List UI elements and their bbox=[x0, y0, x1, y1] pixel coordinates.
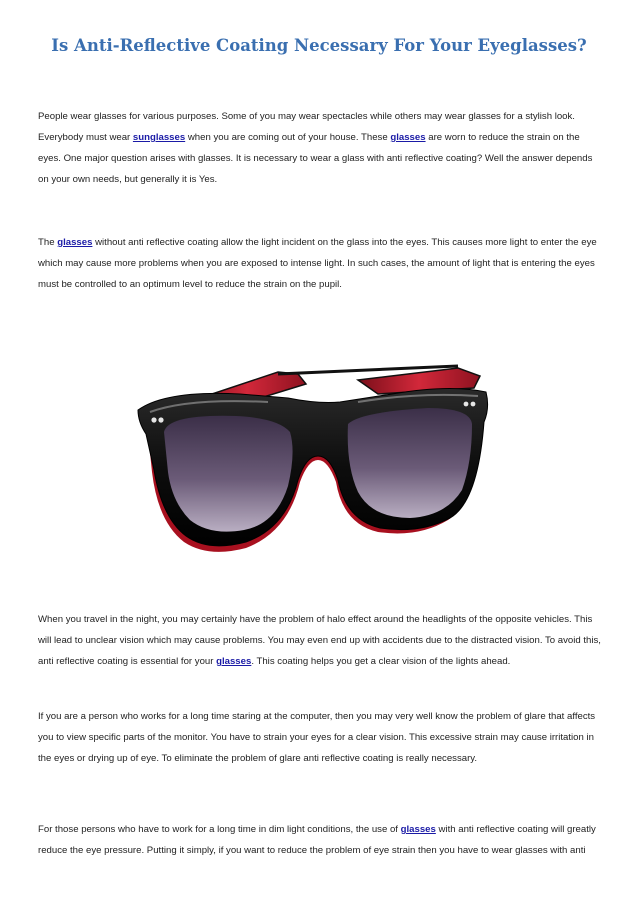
link-glasses[interactable]: glasses bbox=[400, 824, 436, 835]
paragraph-text: People wear glasses for various purposes. Some of you may wear spectacles while others may wear glasses for a stylish look. Everybody must wear bbox=[38, 111, 575, 143]
paragraph-text: . This coating helps you get a clear vision of the lights ahead. bbox=[251, 656, 511, 667]
paragraph-text: When you travel in the night, you may certainly have the problem of halo effect around the headlights of the opposite vehicles. This will lead to unclear vision which may cause problems. You may even end up with accidents due to the distracted vision. To avoid this, anti reflective coating is essential for your bbox=[38, 614, 601, 667]
paragraph-text: The bbox=[38, 237, 58, 248]
link-glasses[interactable]: glasses bbox=[216, 656, 252, 667]
paragraph-text: are worn to reduce the strain on the eyes. One major question arises with glasses. It is necessary to wear a glass with anti reflective coating? Well the answer depends on your own needs, but generally it is Yes. bbox=[38, 132, 593, 185]
page-title: Is Anti-Reflective Coating Necessary For Your Eyeglasses? bbox=[51, 36, 587, 55]
paragraph-night bbox=[38, 609, 604, 672]
paragraph-text: For those persons who have to work for a long time in dim light conditions, the use of bbox=[38, 824, 401, 835]
sunglasses-image bbox=[128, 362, 508, 562]
paragraph-text: without anti reflective coating allow the light incident on the glass into the eyes. This causes more light to enter the eye which may cause more problems when you are exposed to intense light. In such cases, the amount of light that is entering the eyes must be controlled to an optimum level to reduce the strain on the pupil. bbox=[38, 237, 597, 290]
paragraph-text: when you are coming out of your house. These bbox=[185, 132, 391, 143]
paragraph-light bbox=[38, 232, 604, 295]
paragraph-text: If you are a person who works for a long time staring at the computer, then you may very well know the problem of glare that affects you to view specific parts of the monitor. You have to strain your eyes for a clear vision. This excessive strain may cause irritation in the eyes or drying up of eye. To eliminate the problem of glare anti reflective coating is really necessary. bbox=[38, 711, 596, 764]
paragraph-intro bbox=[38, 106, 604, 190]
link-sunglasses[interactable]: sunglasses bbox=[132, 132, 186, 143]
paragraph-text: with anti reflective coating will greatly reduce the eye pressure. Putting it simply, if you want to reduce the problem of eye strain then you have to wear glasses with anti bbox=[38, 824, 596, 856]
link-glasses[interactable]: glasses bbox=[390, 132, 426, 143]
link-glasses[interactable]: glasses bbox=[57, 237, 93, 248]
paragraph-computer bbox=[38, 706, 604, 769]
paragraph-dim-light bbox=[38, 819, 604, 861]
